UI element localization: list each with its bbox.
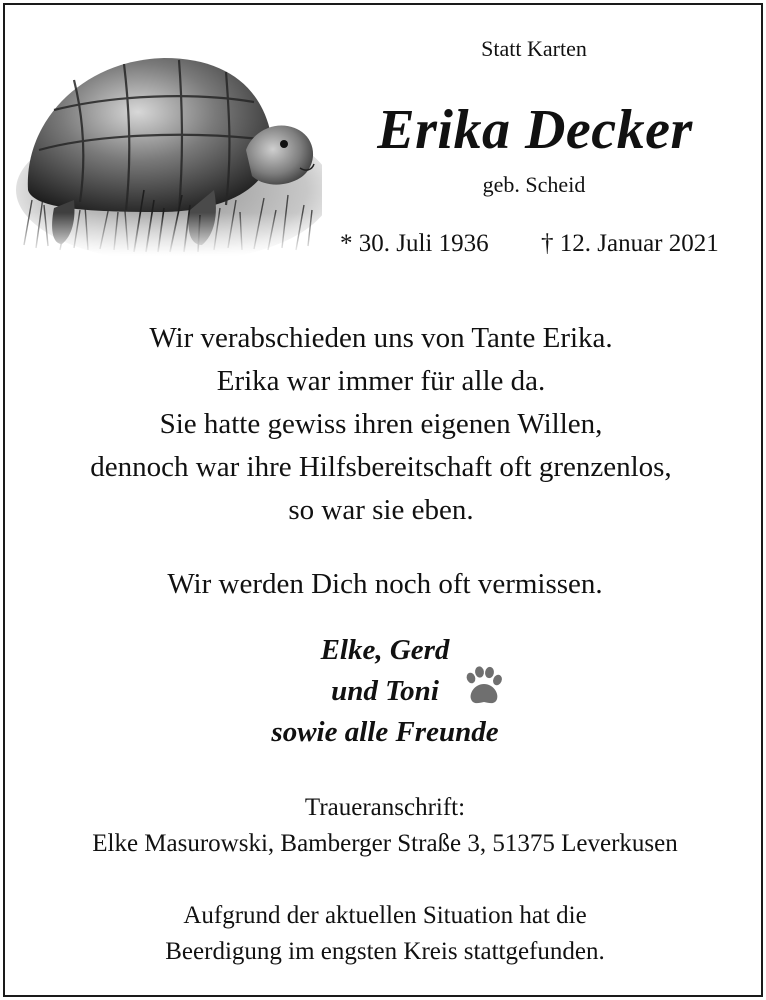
turtle-photo	[14, 40, 322, 256]
poem-line: Sie hatte gewiss ihren eigenen Willen,	[159, 408, 603, 440]
birth-date: * 30. Juli 1936	[340, 230, 489, 257]
closing-line: Wir werden Dich noch oft vermissen.	[167, 568, 603, 600]
note-line: Beerdigung im engsten Kreis stattgefunden.	[165, 938, 605, 965]
deceased-name: Erika Decker	[377, 99, 693, 161]
address-label: Traueranschrift:	[304, 794, 466, 821]
birth-name: geb. Scheid	[482, 172, 586, 197]
signature-line: und Toni	[331, 675, 439, 707]
death-date: † 12. Januar 2021	[541, 230, 719, 257]
poem	[0, 317, 762, 532]
poem-line: Erika war immer für alle da.	[216, 365, 546, 397]
funeral-note	[0, 898, 766, 970]
note-line: Aufgrund der aktuellen Situation hat die	[183, 902, 587, 929]
signature-line: Elke, Gerd	[320, 634, 450, 666]
poem-line: Wir verabschieden uns von Tante Erika.	[149, 322, 613, 354]
paw-print-icon	[462, 665, 506, 709]
statt-karten: Statt Karten	[481, 36, 587, 61]
address-value: Elke Masurowski, Bamberger Straße 3, 51375 Leverkusen	[92, 830, 678, 857]
signature-line: sowie alle Freunde	[271, 716, 499, 748]
poem-line: dennoch war ihre Hilfsbereitschaft oft grenzenlos,	[90, 451, 672, 483]
poem-line: so war sie eben.	[288, 494, 474, 526]
signature	[0, 630, 766, 753]
